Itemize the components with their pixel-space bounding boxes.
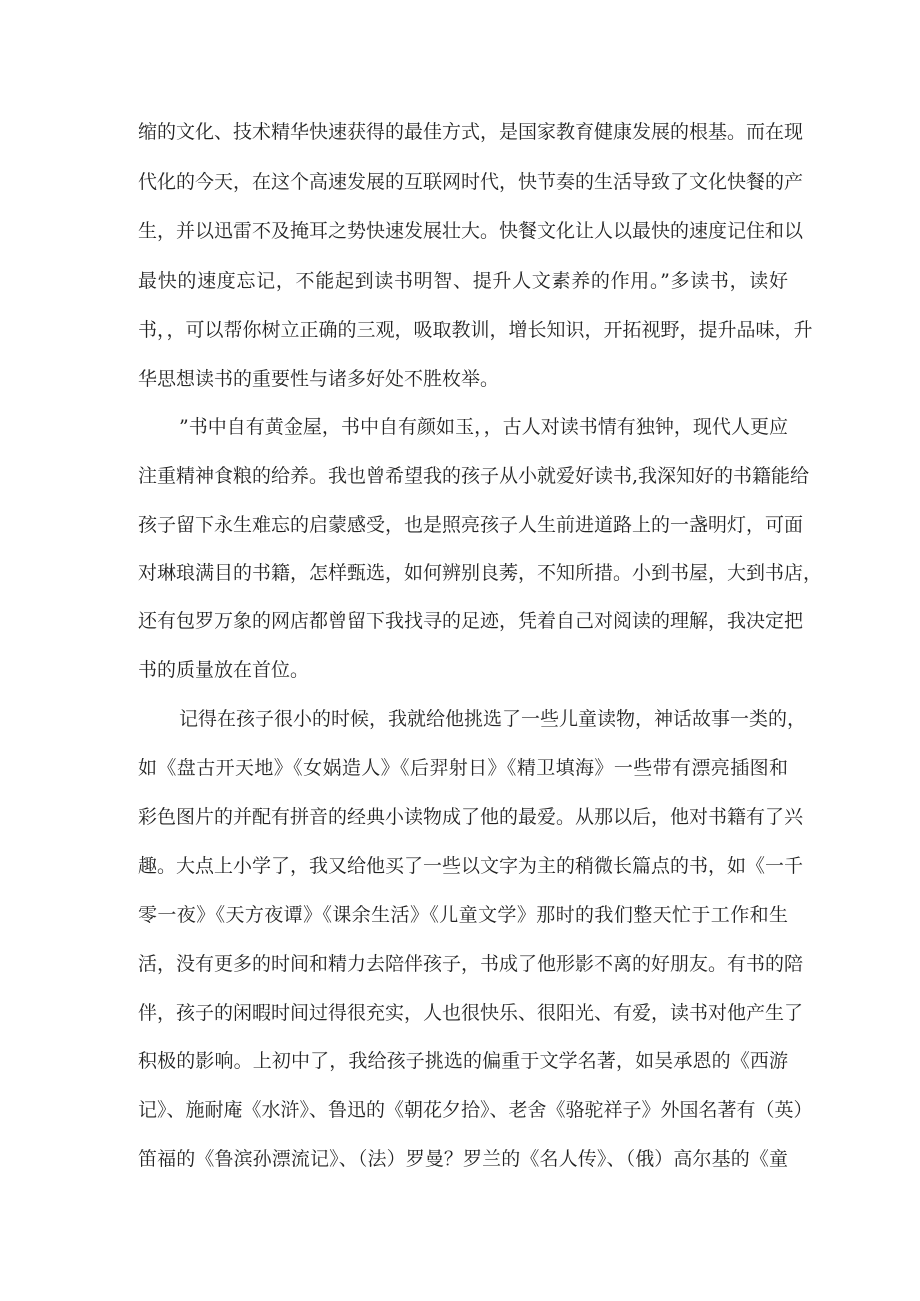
paragraph-3-line-2: 如《盘古开天地》《女娲造人》《后羿射日》《精卫填海》一些带有漂亮插图和: [138, 757, 788, 779]
paragraph-3-line-7: 伴，孩子的闲暇时间过得很充实，人也很快乐、很阳光、有爱，读书对他产生了: [138, 1002, 804, 1024]
paragraph-2-line-5: 还有包罗万象的网店都曾留下我找寻的足迹，凭着自己对阅读的理解，我决定把: [138, 610, 804, 632]
paragraph-2-line-6: 书的质量放在首位。: [138, 659, 310, 681]
paragraph-3-line-9: 记》、施耐庵《水浒》、鲁迅的《朝花夕拾》、老舍《骆驼祥子》外国名著有（英）: [138, 1099, 813, 1121]
paragraph-1-line-6: 华思想读书的重要性与诸多好处不胜枚举。: [138, 368, 500, 390]
paragraph-1-line-1: 缩的文化、技术精华快速获得的最佳方式，是国家教育健康发展的根基。而在现: [138, 121, 804, 143]
paragraph-1-line-3: 生，并以迅雷不及掩耳之势快速发展壮大。快餐文化让人以最快的速度记住和以: [138, 220, 804, 242]
paragraph-2-line-4: 对琳琅满目的书籍，怎样甄选，如何辨别良莠，不知所措。小到书屋，大到书店，: [138, 562, 823, 584]
paragraph-3-line-1: 记得在孩子很小的时候，我就给他挑选了一些儿童读物，神话故事一类的，: [179, 708, 807, 730]
paragraph-3-line-6: 活，没有更多的时间和精力去陪伴孩子，书成了他形影不离的好朋友。有书的陪: [138, 953, 804, 975]
paragraph-3-line-5: 零一夜》《天方夜谭》《课余生活》《儿童文学》那时的我们整天忙于工作和生: [138, 904, 788, 926]
paragraph-3-line-8: 积极的影响。上初中了，我给孩子挑选的偏重于文学名著，如吴承恩的《西游: [138, 1050, 788, 1072]
paragraph-1-line-5: 书，，可以帮你树立正确的三观，吸取教训，增长知识，开拓视野，提升品味，升: [138, 319, 813, 341]
paragraph-1-line-2: 代化的今天，在这个高速发展的互联网时代，快节奏的生活导致了文化快餐的产: [138, 171, 804, 193]
paragraph-3-line-4: 趣。大点上小学了，我又给他买了一些以文字为主的稍微长篇点的书，如《一千: [138, 855, 804, 877]
paragraph-3-line-10: 笛福的《鲁滨孙漂流记》、（法）罗曼？罗兰的《名人传》、（俄）高尔基的《童: [138, 1148, 788, 1170]
paragraph-3-line-3: 彩色图片的并配有拼音的经典小读物成了他的最爱。从那以后，他对书籍有了兴: [138, 806, 804, 828]
paragraph-2-line-2: 注重精神食粮的给养。我也曾希望我的孩子从小就爱好读书,我深知好的书籍能给: [138, 465, 810, 487]
paragraph-2-line-3: 孩子留下永生难忘的启蒙感受，也是照亮孩子人生前进道路上的一盏明灯，可面: [138, 514, 804, 536]
paragraph-1-line-4: 最快的速度忘记，不能起到读书明智、提升人文素养的作用。”多读书，读好: [138, 270, 788, 292]
paragraph-2-line-1: ”书中自有黄金屋，书中自有颜如玉，，古人对读书情有独钟，现代人更应: [179, 416, 788, 438]
